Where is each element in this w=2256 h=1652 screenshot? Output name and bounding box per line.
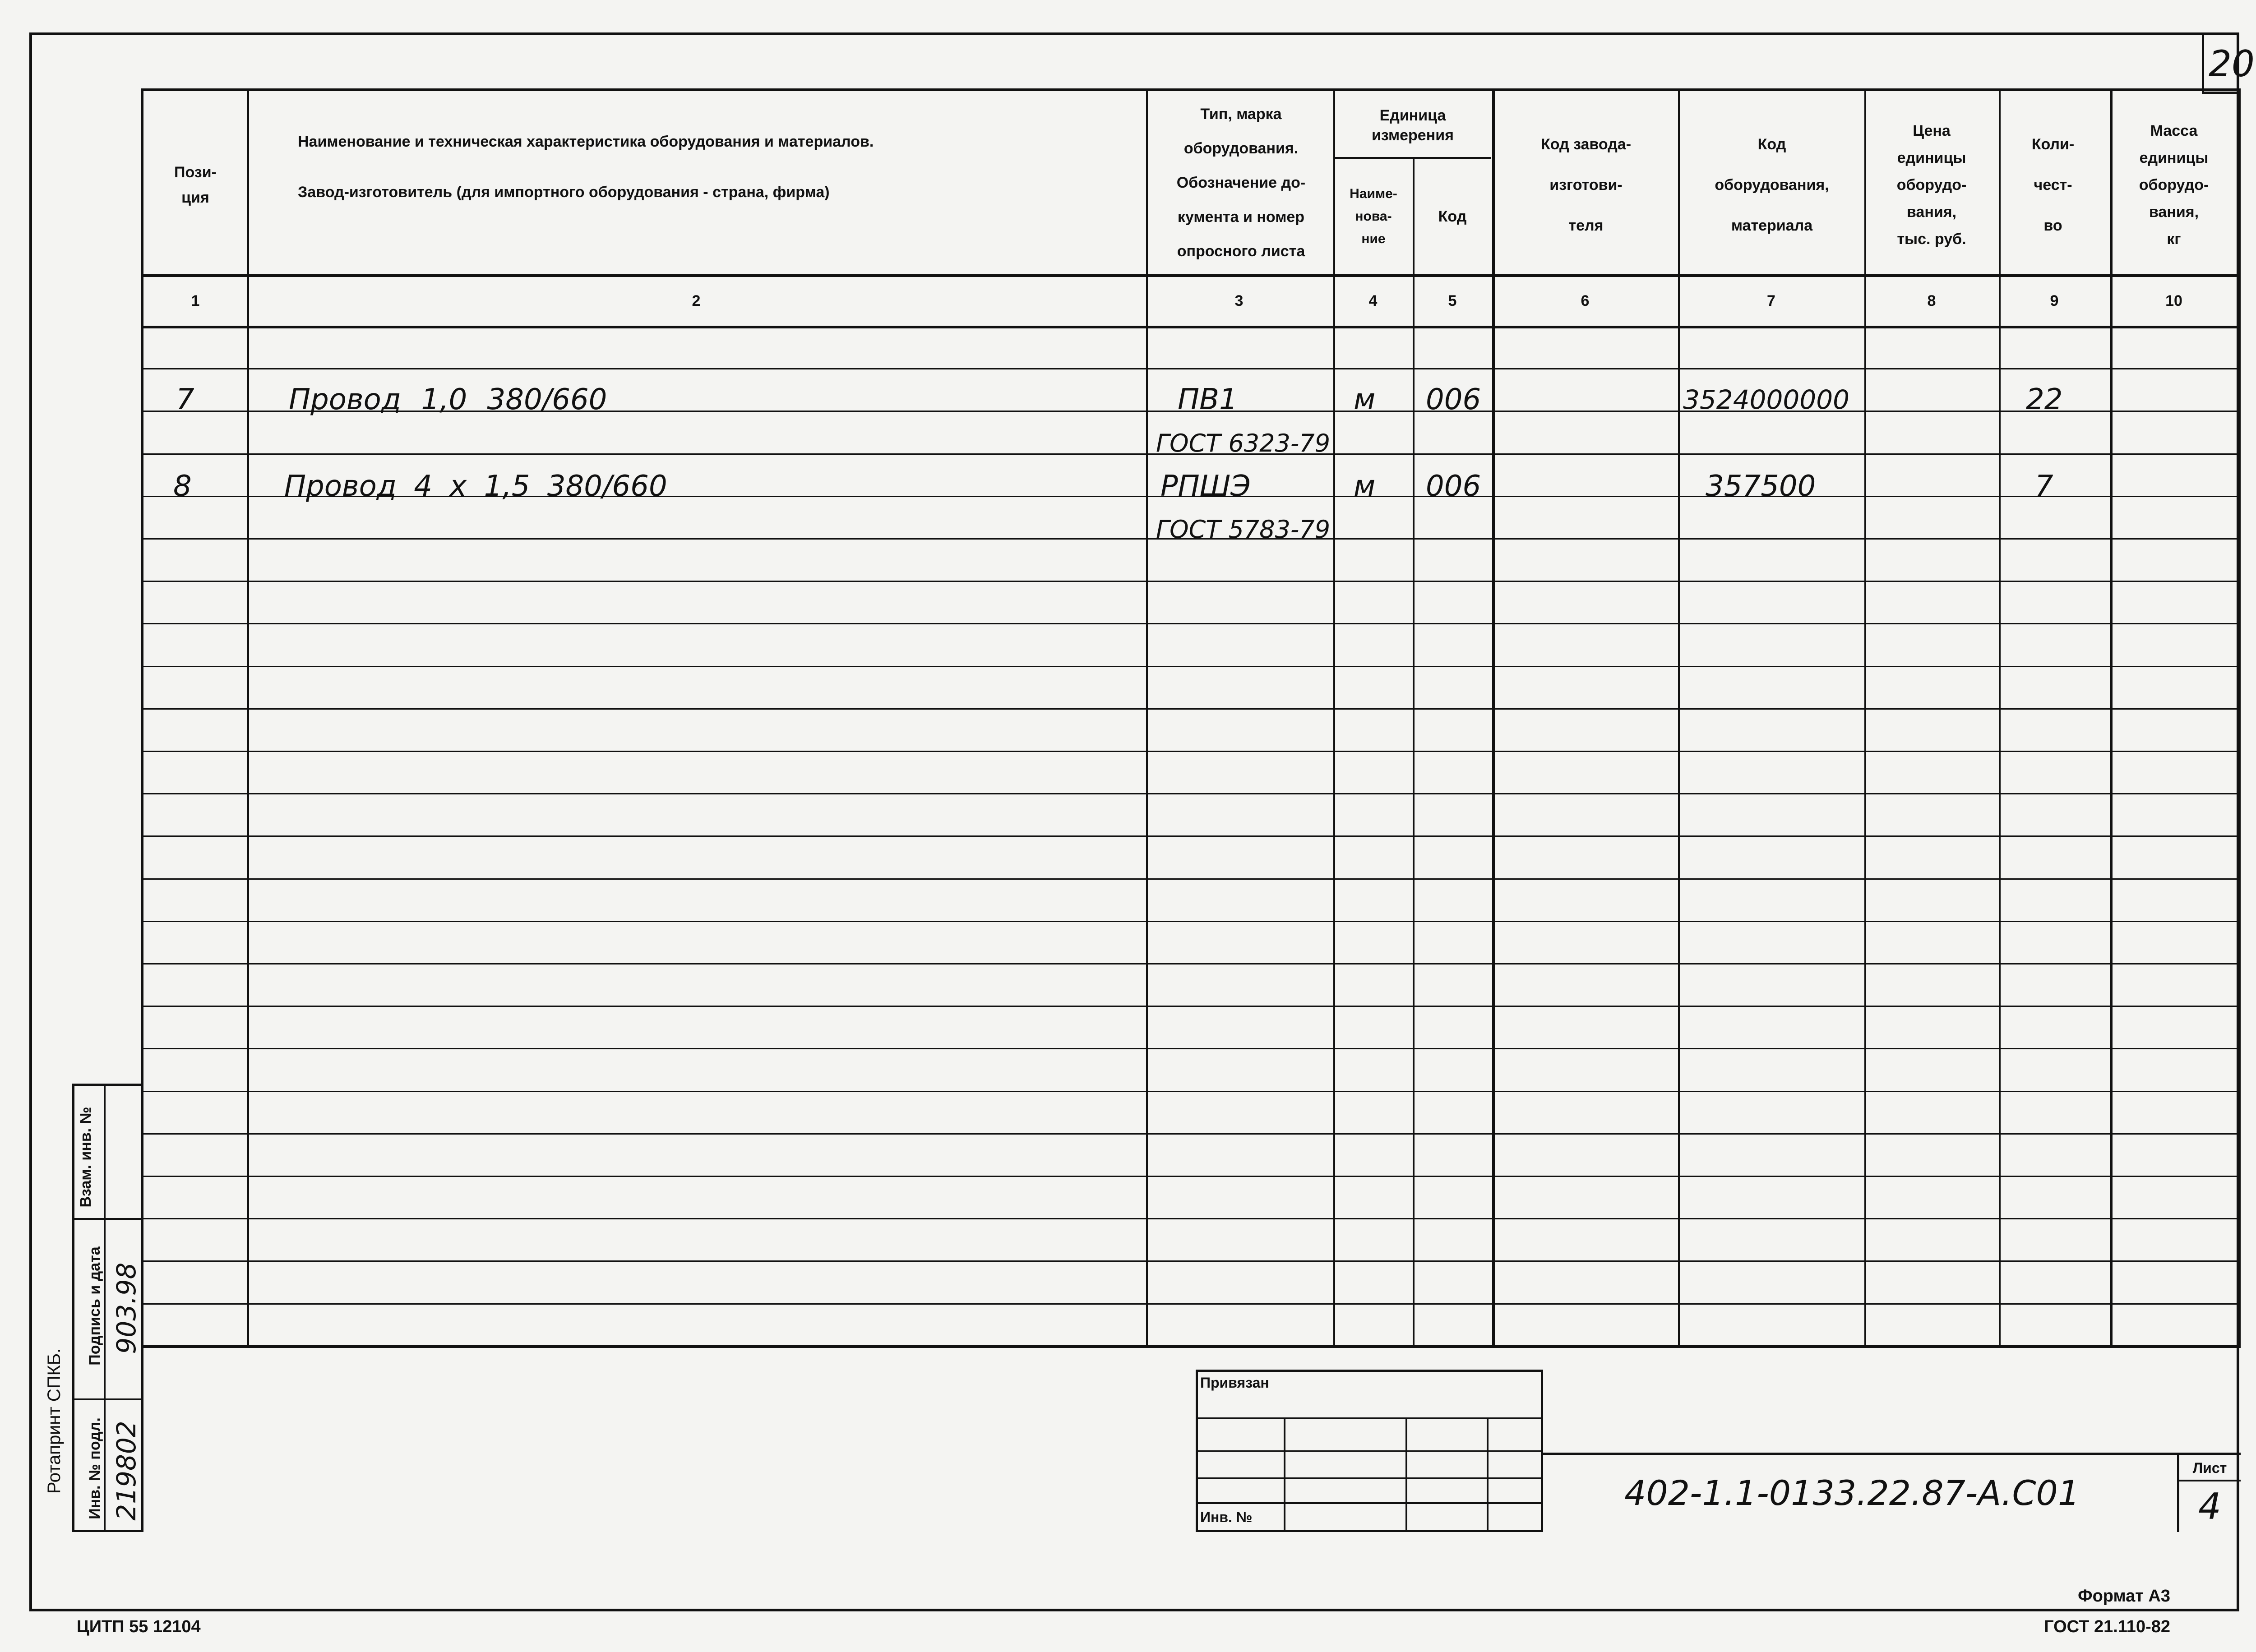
header-position: Пози- ция	[174, 164, 217, 206]
row-3-quantity: 7	[2035, 470, 2053, 503]
header-unit-price: Цена единицы оборудо- вания, тыс. руб.	[1896, 122, 1967, 248]
row-divider	[141, 878, 2241, 880]
row-divider	[141, 751, 2241, 752]
row-divider	[141, 581, 2241, 582]
inv-podl-value: 219802	[111, 1421, 142, 1521]
row-3-name: Провод 4 x 1,5 380/660	[284, 470, 667, 503]
row-1-position: 7	[176, 383, 194, 416]
row-1-type: ПВ1	[1178, 383, 1238, 416]
header-unit-code: Код	[1438, 208, 1467, 225]
stamp-inv-label: Инв. №	[1200, 1509, 1253, 1525]
header-unit-name: Наиме- нова- ние	[1350, 186, 1397, 246]
sheet-label: Лист	[2192, 1460, 2227, 1476]
colnum-4: 4	[1368, 292, 1378, 309]
footer-left-code: ЦИТП 55 12104	[77, 1617, 201, 1636]
header-quantity: Коли- чест- во	[2031, 136, 2075, 234]
row-divider	[141, 1260, 2241, 1262]
row-3-unit-code: 006	[1426, 470, 1481, 503]
row-divider	[141, 368, 2241, 369]
colnum-7: 7	[1767, 292, 1775, 309]
row-1-quantity: 22	[2026, 383, 2063, 416]
row-divider	[141, 793, 2241, 794]
row-2-type: ГОСТ 6323-79	[1156, 429, 1331, 457]
header-name: Наименование и техническая характеристика оборудования и материалов. Завод-изготовитель (для импортного оборудования - страна, фирма)	[298, 133, 874, 201]
row-divider	[141, 1133, 2241, 1135]
row-divider	[141, 1303, 2241, 1305]
row-3-type: РПШЭ	[1160, 470, 1251, 503]
corner-sheet-number: 20	[2209, 43, 2255, 85]
colnum-3: 3	[1234, 292, 1244, 309]
row-divider	[141, 1048, 2241, 1049]
podpis-value: 903.98	[111, 1262, 142, 1354]
row-divider	[141, 708, 2241, 710]
row-3-unit: м	[1354, 470, 1376, 503]
row-3-position: 8	[173, 470, 192, 503]
row-1-name: Провод 1,0 380/660	[289, 383, 607, 416]
header-unit-mass: Масса единицы оборудо- вания, кг	[2139, 122, 2209, 248]
row-4-type: ГОСТ 5783-79	[1156, 515, 1331, 544]
header-type: Тип, марка оборудования. Обозначение до- кумента и номер опросного листа	[1176, 106, 1306, 260]
header-equipment-code: Код оборудования, материала	[1715, 136, 1829, 234]
sheet-number: 4	[2198, 1486, 2221, 1527]
row-1-unit-code: 006	[1426, 383, 1481, 416]
colnum-5: 5	[1448, 292, 1457, 309]
header-factory-code: Код завода- изготови- теля	[1540, 136, 1632, 234]
colnum-9: 9	[2050, 292, 2059, 309]
colnum-1: 1	[191, 292, 200, 309]
header-unit: Единица измерения	[1372, 107, 1454, 144]
row-1-equipment-code: 3524000000	[1683, 384, 1850, 415]
rotaprint-label: Ротапринт СПКБ.	[44, 1348, 64, 1494]
inv-podl-label: Инв. № подл.	[86, 1417, 103, 1519]
colnum-8: 8	[1927, 292, 1936, 309]
document-code: 402-1.1-0133.22.87-А.С01	[1624, 1473, 2080, 1513]
footer-format: Формат А3	[2078, 1587, 2170, 1606]
row-divider	[141, 666, 2241, 667]
row-divider	[141, 835, 2241, 837]
privyazan-label: Привязан	[1200, 1375, 1269, 1391]
row-3-equipment-code: 357500	[1706, 470, 1816, 503]
podpis-label: Подпись и дата	[86, 1246, 103, 1366]
footer-gost: ГОСТ 21.110-82	[2044, 1617, 2170, 1636]
row-1-unit: м	[1354, 383, 1376, 416]
colnum-6: 6	[1581, 292, 1590, 309]
colnum-2: 2	[692, 292, 701, 309]
colnum-10: 10	[2165, 292, 2182, 309]
row-divider	[141, 1006, 2241, 1007]
table-bottom	[141, 1345, 2241, 1348]
row-divider	[141, 921, 2241, 922]
row-divider	[141, 1176, 2241, 1177]
row-divider	[141, 623, 2241, 624]
row-divider	[141, 963, 2241, 964]
row-divider	[141, 1218, 2241, 1219]
vzam-inv-label: Взам. инв. №	[77, 1107, 94, 1208]
row-divider	[141, 1091, 2241, 1092]
